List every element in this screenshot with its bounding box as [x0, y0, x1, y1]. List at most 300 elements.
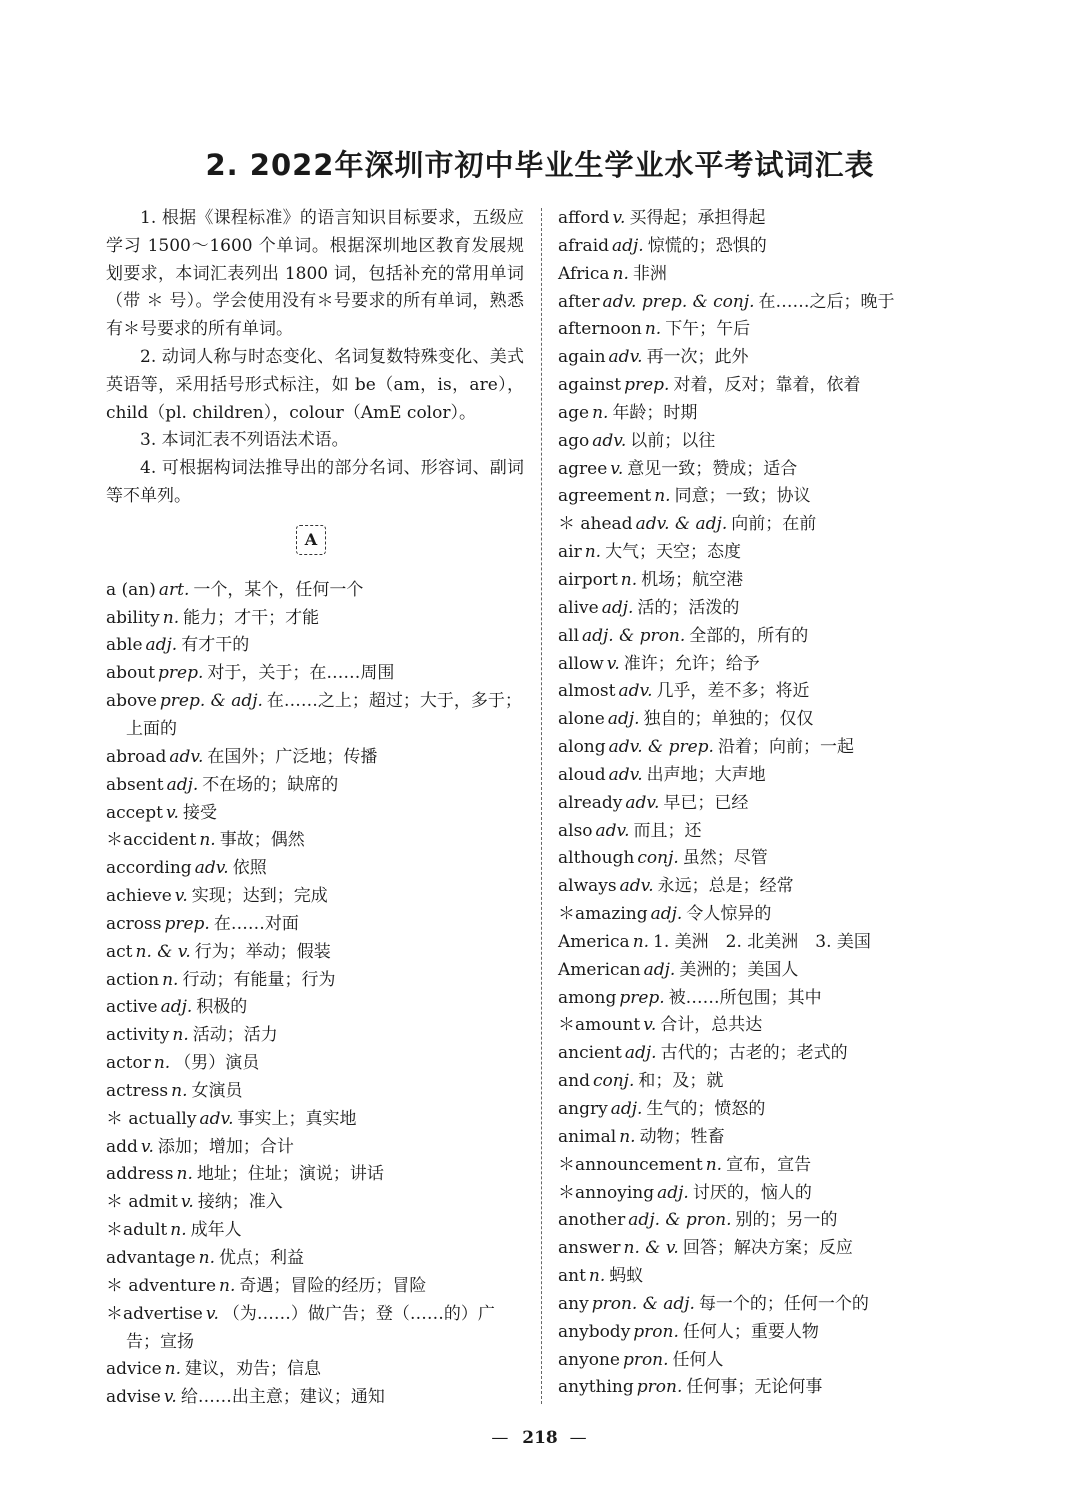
- entry-definition: 奇遇；冒险的经历；冒险: [239, 1275, 427, 1296]
- entry-pos: adj.: [650, 904, 683, 925]
- entry-word: ＊announcement: [558, 1154, 703, 1175]
- entry-pos: adv.: [199, 1108, 234, 1129]
- entry-definition: 下午；午后: [665, 319, 751, 340]
- entry-pos: v.: [163, 1387, 177, 1408]
- entry-word: any: [558, 1293, 589, 1314]
- entry-definition: 早已；已经: [663, 792, 749, 813]
- entry-word: animal: [558, 1126, 617, 1147]
- entry-word: ＊ admit: [106, 1192, 178, 1213]
- vocab-entry: [106, 939, 524, 967]
- entry-word: abroad: [106, 746, 167, 767]
- entry-definition: 蚂蚁: [609, 1266, 644, 1287]
- entry-word: advise: [106, 1387, 161, 1408]
- entry-definition: 以前；以往: [630, 430, 716, 451]
- entry-word: already: [558, 792, 623, 813]
- vocab-entry: [558, 483, 978, 511]
- entry-word: a (an): [106, 579, 156, 600]
- vocab-entry: [558, 1291, 978, 1319]
- entry-pos: conj.: [637, 848, 679, 869]
- entry-pos: n.: [620, 569, 638, 590]
- entry-word: agreement: [558, 486, 652, 507]
- entry-pos: adv.: [169, 746, 204, 767]
- entry-word: afraid: [558, 235, 610, 256]
- entry-pos: v.: [140, 1136, 154, 1157]
- vocab-entry: [106, 1161, 524, 1189]
- entry-definition: 出声地；大声地: [646, 764, 766, 785]
- vocab-entry: [558, 845, 978, 873]
- entry-definition: 在……对面: [213, 913, 299, 934]
- vocab-entry: [106, 883, 524, 911]
- entry-pos: adv.: [592, 430, 627, 451]
- page-number: 218: [522, 1428, 558, 1448]
- vocab-entry: [106, 1050, 524, 1078]
- entry-pos: n.: [162, 607, 180, 628]
- entry-definition: 全部的，所有的: [689, 625, 809, 646]
- entry-definition: 对于，关于；在……周围: [207, 663, 395, 684]
- entry-word: ＊advertise: [106, 1303, 203, 1324]
- entry-pos: n.: [619, 1126, 636, 1147]
- entry-definition: 和；及；就: [638, 1071, 724, 1092]
- vocab-entry: [106, 772, 524, 800]
- entry-pos: n.: [705, 1154, 723, 1175]
- vocab-entry: [558, 762, 978, 790]
- entry-definition: 接纳；准入: [197, 1192, 283, 1213]
- vocab-entry: [558, 818, 978, 846]
- vocab-entry: [558, 1040, 978, 1068]
- vocab-entry: [558, 1180, 978, 1208]
- entry-pos: n. & v.: [135, 941, 191, 962]
- entry-pos: v.: [205, 1303, 219, 1324]
- footer-dash-left: —: [491, 1428, 511, 1448]
- entry-pos: prep.: [624, 375, 670, 396]
- entry-pos: n.: [171, 1080, 188, 1101]
- entry-definition: 再一次；此外: [646, 347, 749, 368]
- entry-pos: n.: [654, 486, 671, 507]
- entry-word: aloud: [558, 764, 606, 785]
- entry-word: across: [106, 913, 162, 934]
- entry-pos: adj.: [166, 774, 199, 795]
- vocab-entry: [106, 1245, 524, 1273]
- entry-pos: adv. & adj.: [635, 514, 728, 535]
- entry-definition: 永远；总是；经常: [657, 876, 794, 897]
- entry-word: activity: [106, 1025, 170, 1046]
- entry-word: airport: [558, 569, 618, 590]
- entry-pos: adj.: [145, 635, 178, 656]
- entry-definition: 向前；在前: [731, 514, 817, 535]
- entry-pos: adv.: [595, 820, 630, 841]
- entry-word: angry: [558, 1099, 608, 1119]
- entry-word: address: [106, 1164, 174, 1185]
- entry-definition: 任何事；无论何事: [686, 1377, 823, 1398]
- entry-definition: 美洲的；美国人: [679, 959, 799, 980]
- letter-header: [106, 511, 524, 577]
- entry-pos: v.: [610, 458, 624, 479]
- entry-pos: adv.: [619, 876, 654, 897]
- vocab-entry: [106, 1301, 524, 1357]
- entry-word: afford: [558, 208, 610, 228]
- entry-pos: pron.: [622, 1349, 669, 1370]
- entry-definition: 别的；另一的: [735, 1210, 838, 1231]
- entry-definition: 任何人；重要人物: [682, 1321, 819, 1342]
- entry-definition: 建议，劝告；信息: [185, 1359, 321, 1380]
- entry-word: air: [558, 542, 582, 563]
- entry-pos: adj. & pron.: [628, 1210, 732, 1231]
- vocab-entry: [558, 233, 978, 261]
- entry-definition: 不在场的；缺席的: [202, 774, 339, 795]
- entry-definition: 行为；举动；假装: [194, 941, 331, 962]
- entry-pos: adj.: [624, 1043, 657, 1064]
- vocab-entry: [558, 372, 978, 400]
- entry-pos: v.: [180, 1192, 194, 1213]
- vocab-entry: [558, 595, 978, 623]
- entry-word: ancient: [558, 1043, 622, 1064]
- entry-pos: v.: [174, 886, 188, 907]
- vocab-entry: [558, 1152, 978, 1180]
- vocab-entry: [106, 1273, 524, 1301]
- entry-pos: adv.: [618, 681, 653, 702]
- entry-definition: 活的；活泼的: [637, 597, 740, 618]
- entry-pos: adj.: [160, 997, 193, 1018]
- entry-definition: 年龄；时期: [612, 402, 698, 423]
- entry-pos: n.: [592, 402, 609, 423]
- entry-word: ability: [106, 607, 160, 628]
- vocab-entry: [558, 1096, 978, 1124]
- entry-definition: 女演员: [191, 1080, 243, 1101]
- entry-pos: n.: [632, 931, 650, 952]
- word-list-left: [106, 577, 524, 1412]
- vocab-entry: [558, 1263, 978, 1291]
- entry-pos: adv.: [608, 764, 643, 785]
- entry-pos: adj. & pron.: [582, 625, 686, 646]
- entry-pos: adj.: [657, 1182, 689, 1203]
- vocab-entry: [106, 911, 524, 939]
- entry-word: alone: [558, 709, 605, 730]
- vocab-entry: [558, 289, 978, 317]
- entry-word: able: [106, 635, 143, 656]
- entry-word: ＊adult: [106, 1220, 168, 1241]
- entry-word: advantage: [106, 1248, 196, 1269]
- vocab-entry: [558, 456, 978, 484]
- intro-paragraph: 4. 可根据构词法推导出的部分名词、形容词、副词等不单列。: [106, 458, 524, 506]
- entry-pos: prep.: [164, 913, 210, 934]
- vocab-entry: [106, 744, 524, 772]
- entry-pos: n.: [584, 542, 602, 563]
- entry-definition: 而且；还: [633, 820, 702, 841]
- vocab-entry: [558, 567, 978, 595]
- entry-word: accept: [106, 802, 163, 823]
- entry-definition: 成年人: [190, 1220, 242, 1241]
- entry-definition: 几乎，差不多；将近: [656, 681, 810, 702]
- entry-definition: 准许；允许；给予: [623, 653, 760, 674]
- entry-word: ＊annoying: [558, 1182, 655, 1203]
- entry-word: achieve: [106, 886, 172, 907]
- entry-word: active: [106, 997, 158, 1018]
- entry-definition: 依照: [232, 858, 267, 879]
- entry-word: act: [106, 941, 133, 962]
- right-column: [558, 205, 978, 1402]
- entry-word: alive: [558, 597, 599, 618]
- entry-pos: prep.: [619, 987, 665, 1008]
- entry-word: agree: [558, 458, 608, 479]
- entry-definition: 机场；航空港: [641, 569, 744, 590]
- entry-word: also: [558, 820, 593, 841]
- vocab-entry: [558, 929, 978, 957]
- page-title: 2. 2022年深圳市初中毕业生学业水平考试词汇表: [205, 148, 875, 182]
- entry-definition: 被……所包围；其中: [668, 987, 822, 1008]
- vocab-entry: [106, 1134, 524, 1162]
- entry-definition: 接受: [182, 802, 217, 823]
- entry-word: ago: [558, 430, 590, 451]
- entry-definition: 惊慌的；恐惧的: [647, 235, 767, 256]
- vocab-entry: [106, 1217, 524, 1245]
- entry-word: and: [558, 1071, 590, 1092]
- vocab-entry: [558, 790, 978, 818]
- entry-definition: 添加；增加；合计: [157, 1136, 294, 1157]
- word-list-right: [558, 205, 978, 1402]
- entry-pos: n.: [170, 1220, 187, 1241]
- left-column: [106, 205, 524, 1412]
- entry-word: American: [558, 959, 641, 980]
- entry-word: above: [106, 691, 157, 712]
- entry-word: ＊accident: [106, 830, 197, 851]
- entry-word: actor: [106, 1053, 151, 1074]
- entry-pos: adj.: [607, 709, 640, 730]
- vocab-entry: [558, 985, 978, 1013]
- entry-definition: 事故；偶然: [219, 830, 305, 851]
- entry-pos: pron. & adj.: [591, 1293, 695, 1314]
- vocab-entry: [106, 660, 524, 688]
- letter-badge: A: [296, 525, 326, 555]
- entry-word: another: [558, 1210, 626, 1231]
- entry-definition: 讨厌的，恼人的: [692, 1182, 812, 1203]
- vocab-entry: [106, 1384, 524, 1412]
- entry-word: ＊ adventure: [106, 1275, 217, 1296]
- entry-word: ＊ actually: [106, 1108, 197, 1129]
- entry-pos: v.: [165, 802, 179, 823]
- entry-definition: 优点；利益: [218, 1248, 304, 1269]
- footer-dash-right: —: [569, 1428, 589, 1448]
- entry-pos: adj.: [601, 597, 634, 618]
- vocab-entry: [558, 428, 978, 456]
- entry-definition: 行动；有能量；行为: [182, 969, 336, 990]
- entry-definition: 古代的；古老的；老式的: [660, 1043, 848, 1064]
- entry-pos: n. & v.: [623, 1238, 679, 1259]
- intro-paragraph: 3. 本词汇表不列语法术语。: [140, 430, 349, 451]
- entry-definition: （为……）做广告；登（……的）广告；宣扬: [126, 1303, 495, 1352]
- entry-word: always: [558, 876, 617, 897]
- entry-definition: 大气；天空；态度: [605, 542, 742, 563]
- entry-definition: 合计，总共达: [660, 1015, 763, 1036]
- entry-pos: conj.: [592, 1071, 635, 1092]
- entry-pos: n.: [199, 830, 216, 851]
- vocab-entry: [106, 1022, 524, 1050]
- entry-word: against: [558, 375, 622, 396]
- entry-pos: v.: [643, 1015, 657, 1036]
- intro-paragraph: 1. 根据《课程标准》的语言知识目标要求，五级应学习 1500～1600 个单词。根据深圳地区教育发展规划要求，本词汇表列出 1800 词，包括补充的常用单词（带 ＊ 号）。学会使用没有＊号要求的所有单词，熟悉有＊号要求的所有单词。: [106, 208, 524, 340]
- vocab-entry: [106, 1106, 524, 1134]
- vocab-entry: [558, 1347, 978, 1375]
- entry-word: about: [106, 663, 156, 684]
- entry-definition: 任何人: [672, 1349, 724, 1370]
- entry-definition: 每一个的；任何一个的: [698, 1293, 869, 1314]
- page-footer: [0, 1428, 1080, 1448]
- entry-pos: n.: [588, 1266, 606, 1287]
- entry-definition: 非洲: [632, 263, 667, 284]
- entry-definition: 在……之后；晚于: [758, 291, 895, 312]
- vocab-entry: [558, 1207, 978, 1235]
- entry-pos: prep.: [158, 663, 204, 684]
- entry-definition: 动物；牲畜: [639, 1126, 725, 1147]
- vocab-entry: [558, 706, 978, 734]
- entry-pos: n.: [164, 1359, 181, 1380]
- vocab-entry: [106, 1356, 524, 1384]
- vocab-entry: [558, 400, 978, 428]
- vocab-entry: [558, 957, 978, 985]
- entry-definition: 给……出主意；建议；通知: [180, 1387, 385, 1408]
- entry-word: absent: [106, 774, 164, 795]
- entry-pos: adv.: [194, 858, 229, 879]
- entry-pos: adv.: [608, 347, 643, 368]
- entry-pos: art.: [158, 579, 190, 600]
- vocab-entry: [558, 1124, 978, 1152]
- entry-pos: n.: [198, 1248, 215, 1269]
- entry-word: advice: [106, 1359, 162, 1380]
- entry-word: among: [558, 987, 617, 1008]
- entry-pos: pron.: [633, 1321, 679, 1342]
- vocab-entry: [106, 800, 524, 828]
- entry-definition: 回答；解决方案；反应: [682, 1238, 853, 1259]
- vocab-entry: [558, 873, 978, 901]
- entry-pos: n.: [219, 1275, 236, 1296]
- vocab-entry: [106, 577, 524, 605]
- entry-word: again: [558, 347, 606, 368]
- intro-paragraph: 2. 动词人称与时态变化、名词复数特殊变化、美式英语等，采用括号形式标注，如 be（am，is，are），child（pl. children），colour（AmE color）。: [106, 346, 524, 423]
- entry-word: anything: [558, 1377, 634, 1398]
- entry-word: Africa: [558, 263, 610, 284]
- entry-word: anyone: [558, 1349, 620, 1370]
- entry-definition: 在国外；广泛地；传播: [207, 746, 378, 767]
- entry-definition: 在……之上；超过；大于，多于；上面的: [126, 691, 522, 739]
- entry-word: allow: [558, 653, 604, 674]
- entry-word: according: [106, 858, 192, 879]
- entry-word: America: [558, 931, 630, 952]
- entry-pos: adv. & prep.: [608, 737, 714, 758]
- entry-word: although: [558, 848, 635, 869]
- entry-definition: 生气的；愤怒的: [646, 1099, 766, 1119]
- entry-word: age: [558, 402, 590, 423]
- vocab-entry: [558, 261, 978, 289]
- entry-pos: n.: [612, 263, 629, 284]
- entry-definition: 能力；才干；才能: [183, 607, 320, 628]
- entry-definition: 一个，某个，任何一个: [193, 579, 364, 600]
- entry-word: anybody: [558, 1321, 631, 1342]
- entry-definition: 活动；活力: [192, 1025, 278, 1046]
- entry-definition: 买得起；承担得起: [629, 208, 766, 228]
- entry-definition: （男）演员: [174, 1053, 260, 1074]
- entry-definition: 独自的；单独的；仅仅: [643, 709, 814, 730]
- entry-word: actress: [106, 1080, 169, 1101]
- entry-definition: 宣布，宣告: [726, 1154, 812, 1175]
- vocab-entry: [558, 901, 978, 929]
- entry-pos: adv. prep. & conj.: [602, 291, 755, 312]
- vocab-entry: [558, 511, 978, 539]
- entry-definition: 1. 美洲 2. 北美洲 3. 美国: [653, 931, 871, 952]
- entry-word: afternoon: [558, 319, 642, 340]
- vocab-entry: [106, 1189, 524, 1217]
- entry-pos: adj.: [612, 235, 644, 256]
- entry-word: all: [558, 625, 580, 646]
- entry-word: action: [106, 969, 160, 990]
- vocab-entry: [558, 1374, 978, 1402]
- vocab-entry: [558, 1012, 978, 1040]
- entry-word: answer: [558, 1238, 621, 1259]
- vocab-entry: [558, 1235, 978, 1263]
- entry-definition: 意见一致；赞成；适合: [627, 458, 798, 479]
- vocab-entry: [558, 316, 978, 344]
- entry-word: after: [558, 291, 600, 312]
- entry-pos: v.: [612, 208, 626, 228]
- entry-pos: n.: [644, 319, 662, 340]
- entry-pos: n.: [172, 1025, 189, 1046]
- intro-notes: [106, 205, 524, 511]
- entry-definition: 对着，反对；靠着，依着: [673, 375, 861, 396]
- entry-pos: v.: [606, 653, 620, 674]
- vocab-entry: [106, 605, 524, 633]
- entry-pos: pron.: [636, 1377, 683, 1398]
- entry-definition: 有才干的: [181, 635, 250, 656]
- entry-definition: 令人惊异的: [686, 904, 772, 925]
- vocab-entry: [558, 734, 978, 762]
- vocab-entry: [558, 678, 978, 706]
- entry-definition: 沿着；向前；一起: [717, 737, 854, 758]
- vocab-entry: [106, 1078, 524, 1106]
- vocab-entry: [558, 1068, 978, 1096]
- vocab-entry: [106, 855, 524, 883]
- entry-word: add: [106, 1136, 138, 1157]
- entry-pos: n.: [162, 969, 179, 990]
- entry-word: ＊ ahead: [558, 514, 633, 535]
- entry-pos: n.: [176, 1164, 193, 1185]
- entry-word: ＊amazing: [558, 904, 648, 925]
- entry-pos: n.: [153, 1053, 171, 1074]
- entry-definition: 积极的: [196, 997, 248, 1018]
- entry-definition: 同意；一致；协议: [674, 486, 811, 507]
- entry-pos: prep. & adj.: [159, 691, 263, 712]
- vocab-entry: [106, 632, 524, 660]
- vocab-entry: [106, 967, 524, 995]
- entry-word: ＊amount: [558, 1015, 641, 1036]
- entry-word: ant: [558, 1266, 586, 1287]
- entry-pos: adv.: [625, 792, 660, 813]
- entry-pos: adj.: [643, 959, 676, 980]
- entry-word: almost: [558, 681, 616, 702]
- entry-word: along: [558, 737, 606, 758]
- entry-definition: 地址；住址；演说；讲话: [196, 1164, 384, 1185]
- vocab-entry: [558, 623, 978, 651]
- vocab-entry: [106, 994, 524, 1022]
- vocab-entry: [558, 344, 978, 372]
- vocab-entry: [106, 827, 524, 855]
- entry-definition: 实现；达到；完成: [191, 886, 328, 907]
- vocab-entry: [558, 205, 978, 233]
- vocab-entry: [106, 688, 524, 744]
- vocab-entry: [558, 651, 978, 679]
- entry-pos: adj.: [610, 1099, 643, 1119]
- vocab-entry: [558, 1319, 978, 1347]
- entry-definition: 事实上；真实地: [237, 1108, 357, 1129]
- column-divider: [541, 208, 542, 1404]
- entry-definition: 虽然；尽管: [682, 848, 768, 869]
